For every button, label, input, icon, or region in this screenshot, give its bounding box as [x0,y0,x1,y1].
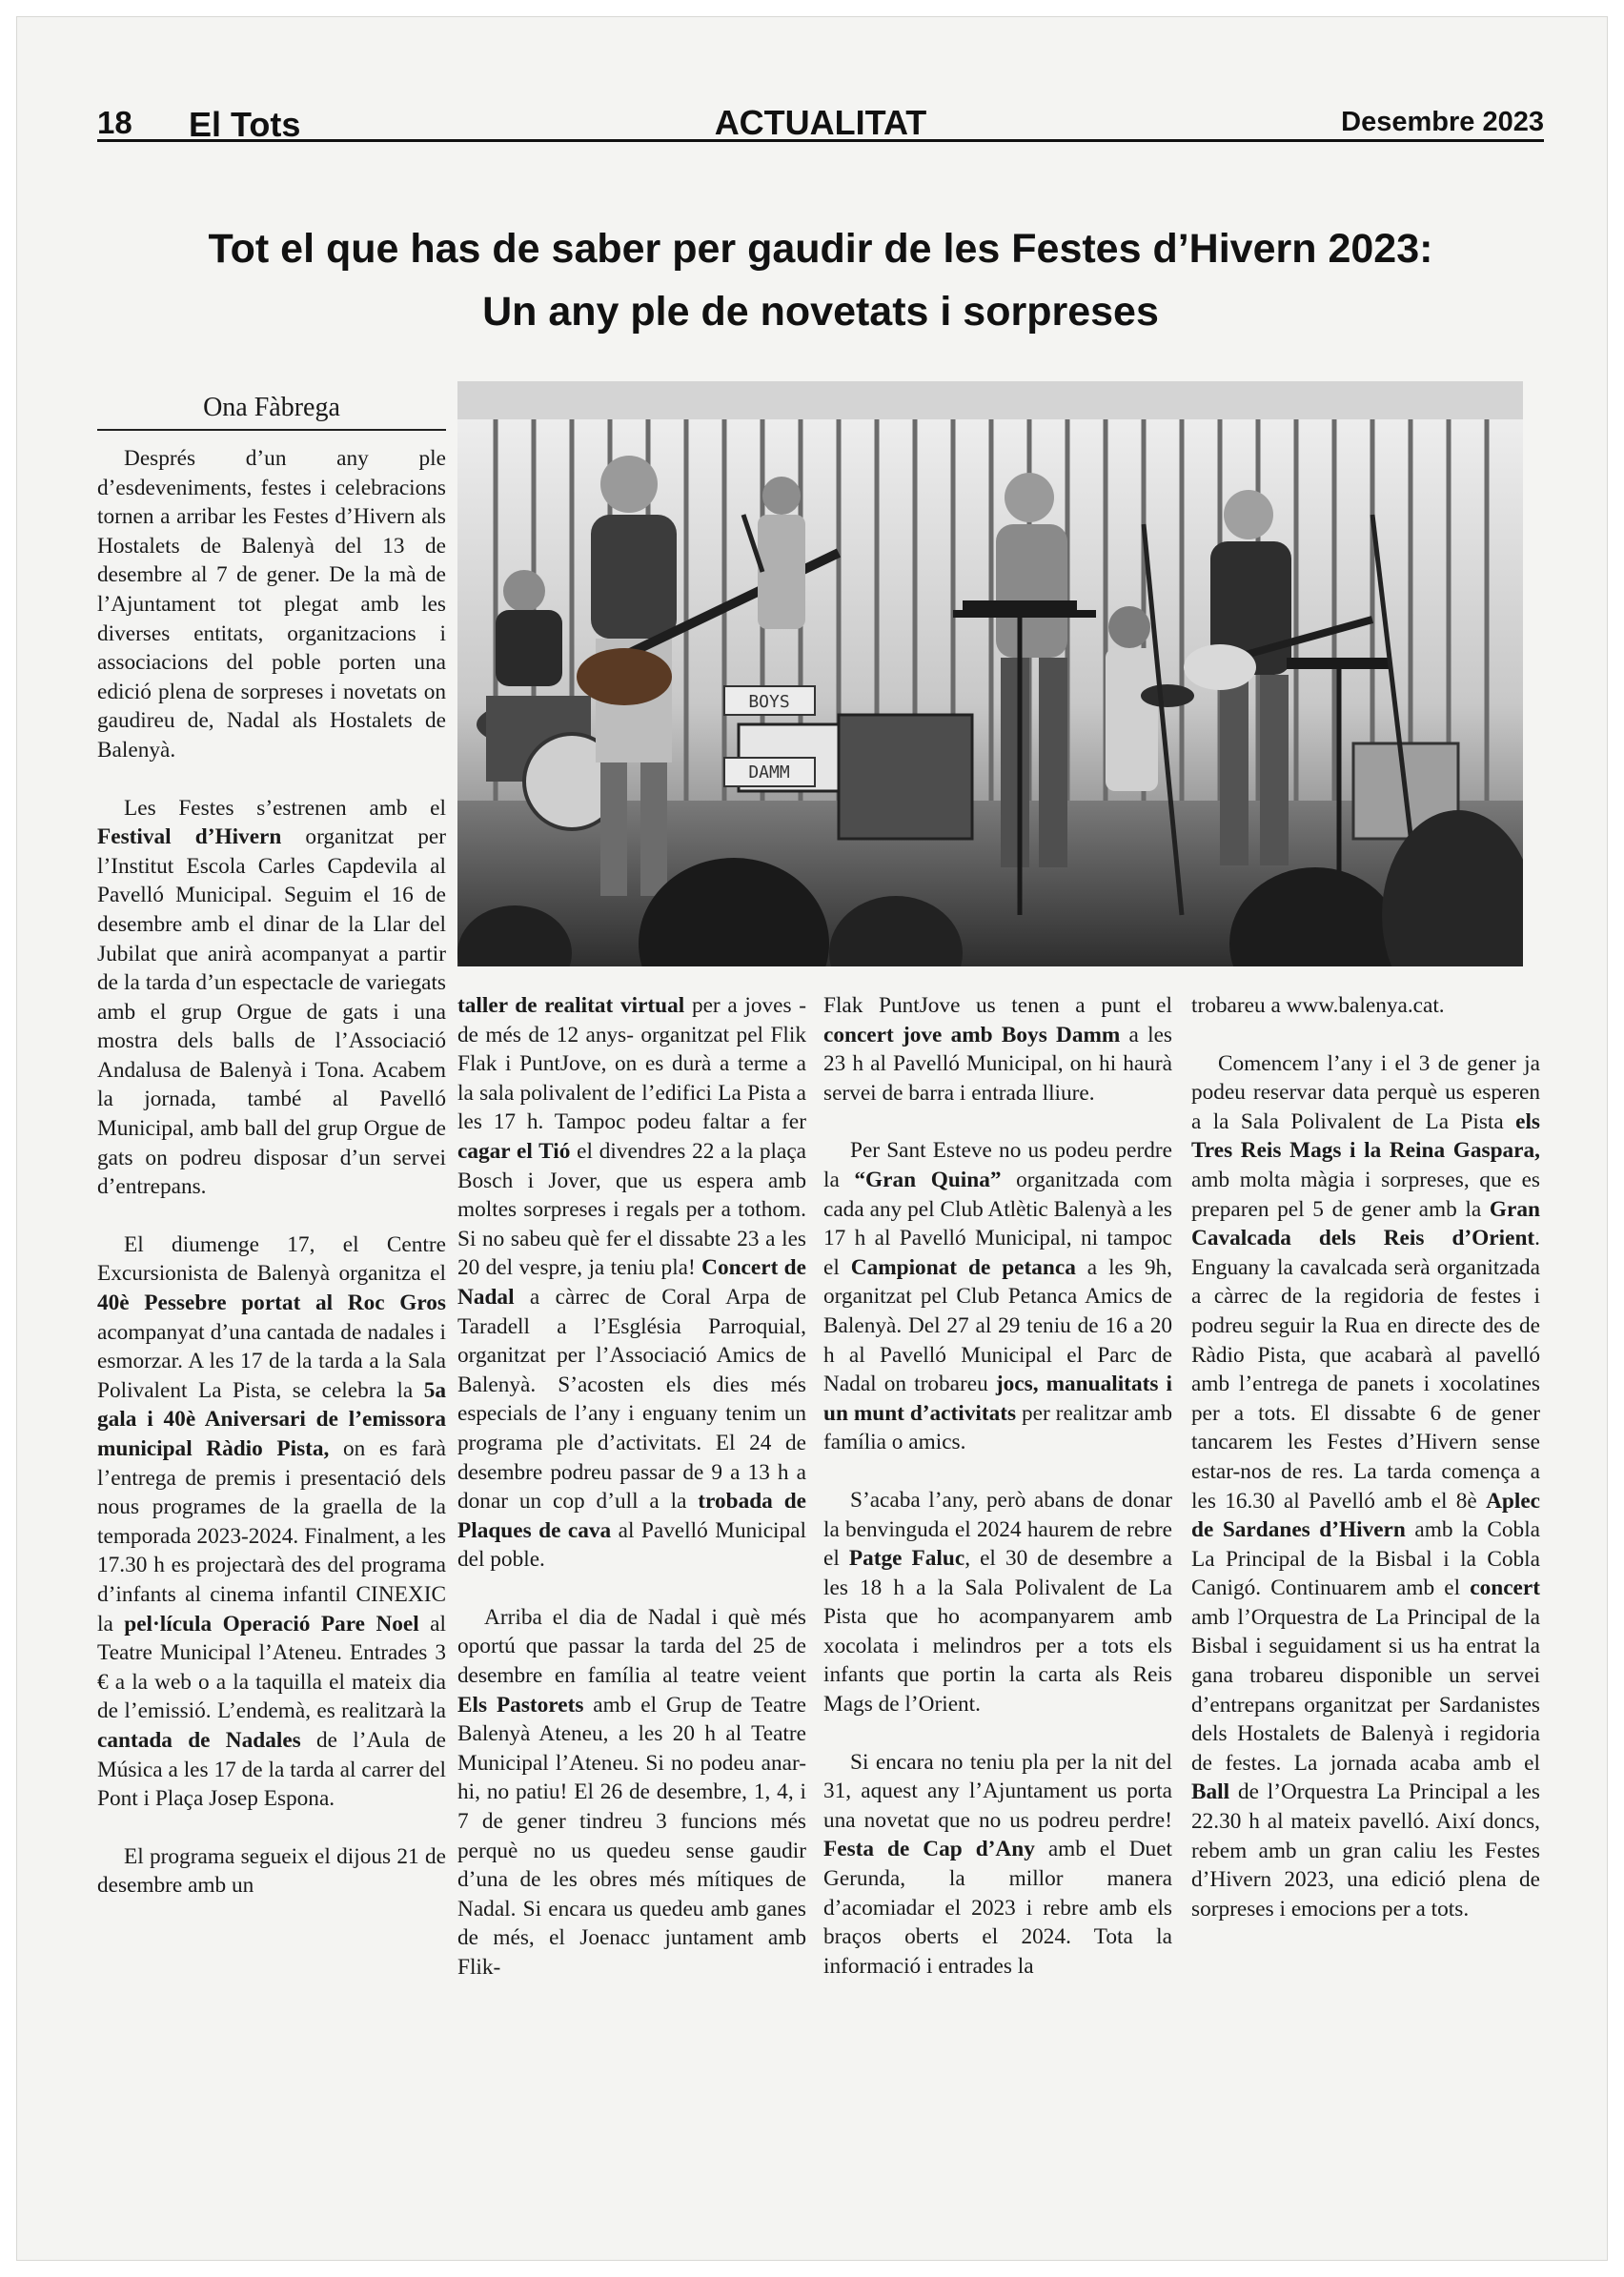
sign-text-1: BOYS [748,692,790,712]
column-1 [97,444,446,1929]
paragraph-sant-esteve: Per Sant Esteve no us podeu perdre la “Gran Quina” organitzada com cada any pel Club Atlètic Balenyà a les 17 h al Pavelló Municipal, ni tampoc el Campionat de petanca a les 9h, organitzat pel Club Petanca Amics de Balenyà. Del 27 al 29 teniu de 16 a 20 h al Pavelló Municipal el Parc de Nadal on trobareu jocs, manualitats i un munt d’activitats per realitzar amb família o amics. [823,1138,1173,1455]
paragraph-patge: S’acaba l’any, però abans de donar la benvinguda el 2024 haurem de rebre el Patge Faluc, el 30 de desembre a les 18 h a la Sala Polivalent de La Pista que ho acompanyarem amb xocolata i melindros per a tots els infants que portin la carta als Reis Mags de l’Orient. [823,1487,1172,1718]
article-title [97,217,1544,343]
paragraph-programa: El programa segueix el dijous 21 de desembre amb un [97,1843,446,1899]
paragraph-diumenge: El diumenge 17, el Centre Excursionista de Balenyà organitza el 40è Pessebre portat al Roc Gros acompanyat d’una cantada de nadales i esmorzar. A les 17 de la tarda a la Sala Polivalent La Pista, se celebra la 5a gala i 40è Aniversari de l’emissora municipal Ràdio Pista, on es farà l’entrega de premis i presentació dels nous programes de la graella de la temporada 2023-2024. Finalment, a les 17.30 h es projectarà des del programa d’infants al cinema infantil CINEXIC la pel·lícula Operació Pare Noel al Teatre Municipal l’Ateneu. Entrades 3 € a la web o a la taquilla el mateix dia de l’emissió. L’endemà, es realitzarà la cantada de Nadales de l’Aula de Música a les 17 de la tarda al carrer del Pont i Plaça Josep Espona. [97,1231,447,1812]
paragraph-reis: Comencem l’any i el 3 de gener ja podeu reservar data perquè us esperen a la Sala Polivalent de La Pista els Tres Reis Mags i la Reina Gaspara, amb molta màgia i sorpreses, que es preparen pel 5 de gener amb la Gran Cavalcada dels Reis d’Orient. Enguany la cavalcada serà organitzada a càrrec de la regidoria de festes i podreu seguir la Rua en directe des de Ràdio Pista, que acabarà al pavelló amb l’entrega de panets i xocolatines per a tots. El dissabte 6 de gener tancarem les Festes d’Hivern sense estar-nos de res. La tarda comença a les 16.30 al Pavelló amb el 8è Aplec de Sardanes d’Hivern amb la Cobla La Principal de la Bisbal i la Cobla Canigó. Continuarem amb el concert amb l’Orquestra de La Principal de la Bisbal i seguidament si us ha entrat la gana trobareu disponible un servei d’entrepans organitzat per Sardanistes dels Hostalets de Balenyà i regidoria de festes. La jornada acaba amb el Ball de l’Orquestra La Principal a les 22.30 h al mateix pavelló. Així doncs, rebem amb un gran caliu les Festes d’Hivern 2023, una edició plena de sorpreses i emocions per a tots. [1191,1050,1541,1921]
title-line-1: Tot el que has de saber per gaudir de les Festes d’Hivern 2023: [208,226,1433,272]
concert-photo [457,381,1523,966]
paragraph-concert-jove: Flak PuntJove us tenen a punt el concert jove amb Boys Damm a les 23 h al Pavelló Municipal, on hi haurà servei de barra i entrada lliure. [823,993,1172,1106]
section-name: ACTUALITAT [714,103,927,142]
paragraph-cap-any: Si encara no teniu pla per la nit del 31, aquest any l’Ajuntament us porta una novetat que no us podreu perdre! Festa de Cap d’Any amb el Duet Gerunda, la millor manera d’acomiadar el 2023 i rebre amb els braços oberts el 2024. Tota la informació i entrades la [823,1749,1173,1979]
column-4 [1191,991,1540,1952]
paragraph-taller: taller de realitat virtual per a joves -de més de 12 anys- organitzat pel Flik Flak i PuntJove, on es durà a terme a la sala polivalent de l’edifici La Pista a les 17 h. Tampoc podeu faltar a fer cagar el Tió el divendres 22 a la plaça Bosch i Jover, que us espera amb moltes sorpreses i regals per a tothom. Si no sabeu què fer el dissabte 23 a les 20 del vespre, ja teniu pla! Concert de Nadal a càrrec de Coral Arpa de Taradell a l’Església Parroquial, organitzat per l’Associació Amics de Balenyà. S’acosten els dies més especials de l’any i enguany tenim un programa ple d’activitats. El 24 de desembre podreu passar de 9 a 13 h a donar un cop d’ull a la trobada de Plaques de cava al Pavelló Municipal del poble. [457,993,807,1573]
paragraph-nadal: Arriba el dia de Nadal i què més oportú que passar la tarda del 25 de desembre en família al teatre veient Els Pastorets amb el Grup de Teatre Balenyà Ateneu, a les 20 h al Teatre Municipal l’Ateneu. Si no podeu anar-hi, no patiu! El 26 de desembre, 1, 4, i 7 de gener tindreu 3 funcions més perquè no us quedeu sense gaudir d’una de les obres més mítiques de Nadal. Si encara us quedeu amb ganes de més, el Joenacc juntament amb Flik- [457,1604,806,1980]
column-3 [823,991,1172,2009]
paragraph-intro: Després d’un any ple d’esdeveniments, festes i celebracions tornen a arribar les Festes d’Hivern als Hostalets de Balenyà del 13 de desembre al 7 de gener. De la mà de l’Ajuntament tot plegat amb les diverses entitats, organitzacions i associacions del poble porten una edició plena de sorpreses i novetats on gaudireu de, Nadal als Hostalets de Balenyà. [97,446,446,762]
page-header [97,90,1544,142]
newspaper-page [17,17,1607,2260]
column-2 [457,991,806,2011]
author-byline: Ona Fàbrega [97,393,446,431]
publication-name: El Tots [189,105,301,144]
paragraph-web: trobareu a www.balenya.cat. [1191,993,1445,1018]
title-line-2: Un any ple de novetats i sorpreses [482,289,1159,335]
concert-photo-illustration [457,381,1523,966]
paragraph-festival: Les Festes s’estrenen amb el Festival d’Hivern organitzat per l’Institut Escola Carles Capdevila al Pavelló Municipal. Seguim el 16 de desembre amb el dinar de la Llar del Jubilat que anirà acompanyat a partir de la tarda d’un espectacle de variegats amb el grup Orgue de gats i una mostra dels balls de l’Associació Andalusa de Balenyà i Tona. Acabem la jornada, també al Pavelló Municipal, amb ball del grup Orgue de gats on podreu disposar d’un servei d’entrepans. [97,795,446,1200]
issue-date: Desembre 2023 [1341,107,1544,137]
sign-text-2: DAMM [748,762,790,783]
page-number: 18 [97,105,132,140]
